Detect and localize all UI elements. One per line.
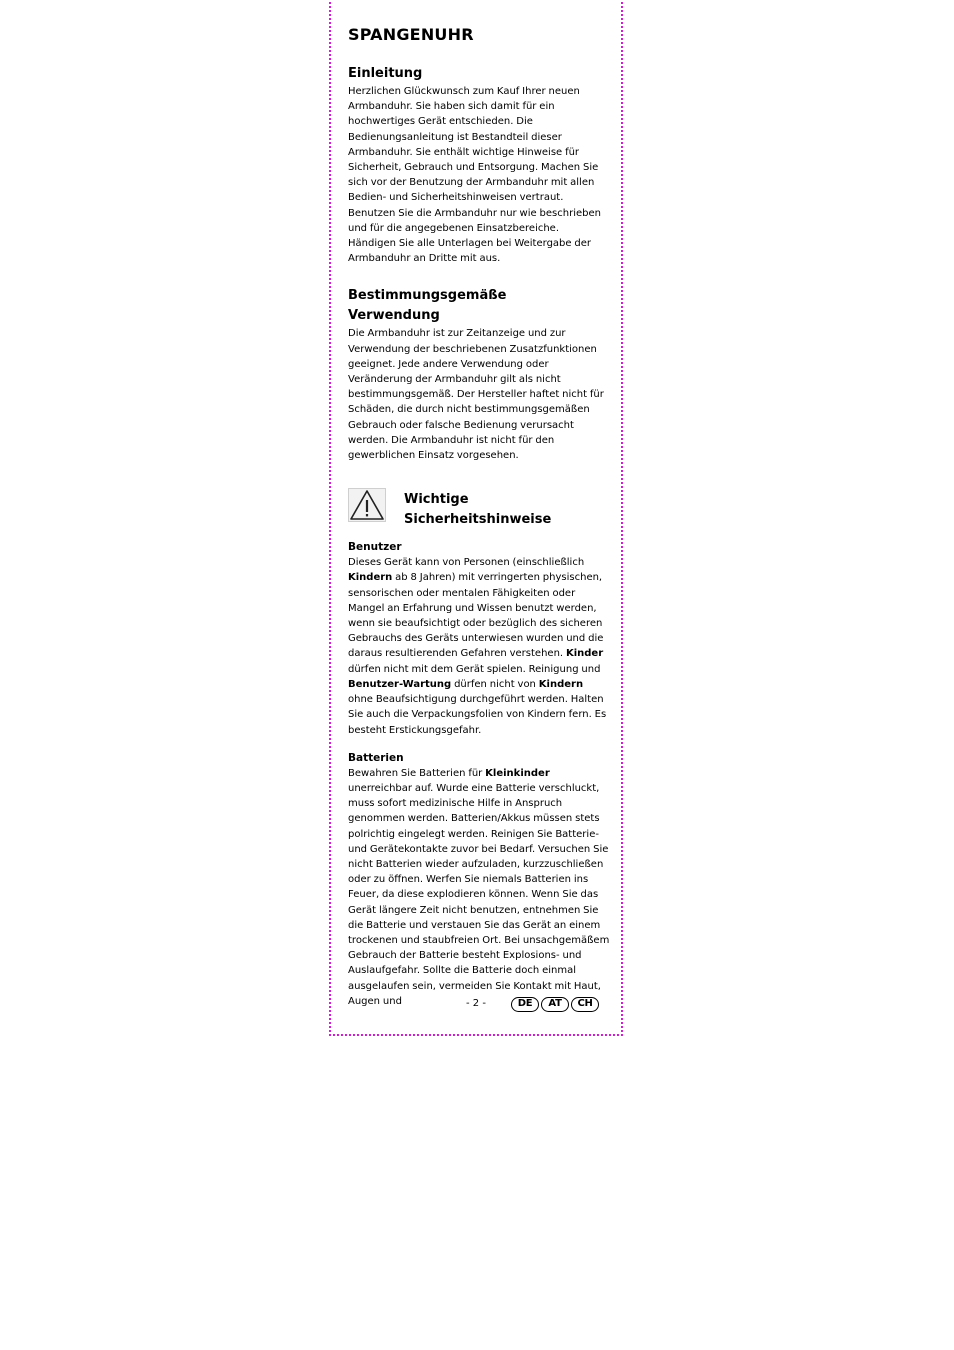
page-title: SPANGENUHR bbox=[348, 25, 474, 44]
text-run: ab 8 Jahren) mit verringerten physischen, sensorischen oder mentalen Fähigkeiten oder Mangel an Erfahrung und Wissen benutzt werden, wenn sie beaufsichtigt oder bezüglich des sicheren Gebrauchs des Geräts unterwiesen wurden und die daraus resultierenden Gefahren verstehen. bbox=[348, 572, 604, 660]
page-number: - 2 - bbox=[466, 998, 486, 1009]
text-run: Bewahren Sie Batterien für bbox=[348, 767, 486, 779]
text-run: ohne Beaufsichtigung durchgeführt werden. Halten Sie auch die Verpackungsfolien von Kindern fern. Es besteht Erstickungsgefahr. bbox=[348, 694, 607, 736]
bold-term: Benutzer-Wartung bbox=[348, 678, 452, 690]
page-footer bbox=[348, 996, 606, 1016]
text-run: dürfen nicht mit dem Gerät spielen. Reinigung und bbox=[348, 663, 601, 675]
benutzer-paragraph bbox=[348, 555, 610, 737]
einleitung-paragraph-2: Händigen Sie alle Unterlagen bei Weitergabe der Armbanduhr an Dritte mit aus. bbox=[348, 238, 592, 265]
heading-line: Bestimmungsgemäße bbox=[348, 288, 507, 304]
safety-heading-row bbox=[348, 488, 610, 530]
text-run: unerreichbar auf. Wurde eine Batterie verschluckt, muss sofort medizinische Hilfe in Anspruch genommen werden. Batterien/Akkus müssen stets polrichtig eingelegt werden. Reinigen Sie Batterie- und Gerätekontakte zuvor bei Bedarf. Versuchen Sie nicht Batterien wieder aufzuladen, kurzzuschließen oder zu öffnen. Werfen Sie niemals Batterien ins Feuer, da diese explodieren können. Wenn Sie das Gerät längere Zeit nicht benutzen, entnehmen Sie die Batterie und verstauen Sie das Gerät an einem trockenen und staubfreien Ort. Bei unsachgemäßem Gebrauch der Batterie besteht Explosions- und Auslaufgefahr. Sollte die Batterie doch einmal ausgelaufen sein, vermeiden Sie Kontakt mit Haut, Augen und bbox=[348, 782, 610, 1007]
country-badge-ch: CH bbox=[571, 997, 599, 1012]
subheading-batterien: Batterien bbox=[348, 751, 404, 764]
heading-line: Verwendung bbox=[348, 308, 440, 324]
section-heading-verwendung bbox=[348, 286, 610, 326]
subheading-benutzer: Benutzer bbox=[348, 541, 402, 554]
text-run: Dieses Gerät kann von Personen (einschließlich bbox=[348, 557, 585, 569]
country-badge-at: AT bbox=[541, 997, 569, 1012]
bold-term: Kindern bbox=[348, 572, 393, 584]
heading-line: Wichtige bbox=[404, 492, 469, 508]
section-heading-einleitung: Einleitung bbox=[348, 66, 423, 81]
bold-term: Kleinkinder bbox=[485, 767, 550, 779]
warning-triangle-icon bbox=[348, 488, 386, 522]
verwendung-paragraph: Die Armbanduhr ist zur Zeitanzeige und zur Verwendung der beschriebenen Zusatzfunktionen geeignet. Jede andere Verwendung oder Veränderung der Armbanduhr gilt als nicht bestimmungsgemäß. Der Hersteller haftet nicht für Schäden, die durch nicht bestimmungsgemäßen Gebrauch oder falsche Bedienung verursacht werden. Die Armbanduhr ist nicht für den gewerblichen Einsatz vorgesehen. bbox=[348, 328, 604, 462]
country-badges bbox=[511, 997, 599, 1012]
document-content bbox=[348, 24, 610, 1009]
heading-line: Sicherheitshinweise bbox=[404, 512, 552, 528]
bold-term: Kinder bbox=[565, 648, 604, 660]
batterien-paragraph bbox=[348, 766, 610, 1009]
bold-term: Kindern bbox=[538, 678, 584, 690]
country-badge-de: DE bbox=[511, 997, 539, 1012]
einleitung-paragraph-1: Herzlichen Glückwunsch zum Kauf Ihrer neuen Armbanduhr. Sie haben sich damit für ein hochwertiges Gerät entschieden. Die Bedienungsanleitung ist Bestandteil dieser Armbanduhr. Sie enthält wichtige Hinweise für Sicherheit, Gebrauch und Entsorgung. Machen Sie sich vor der Benutzung der Armbanduhr mit allen Bedien- und Sicherheitshinweisen vertraut. Benutzen Sie die Armbanduhr nur wie beschrieben und für die angegebenen Einsatzbereiche. bbox=[348, 86, 601, 234]
section-heading-sicherheit bbox=[404, 490, 551, 530]
text-run: dürfen nicht von bbox=[451, 678, 539, 690]
